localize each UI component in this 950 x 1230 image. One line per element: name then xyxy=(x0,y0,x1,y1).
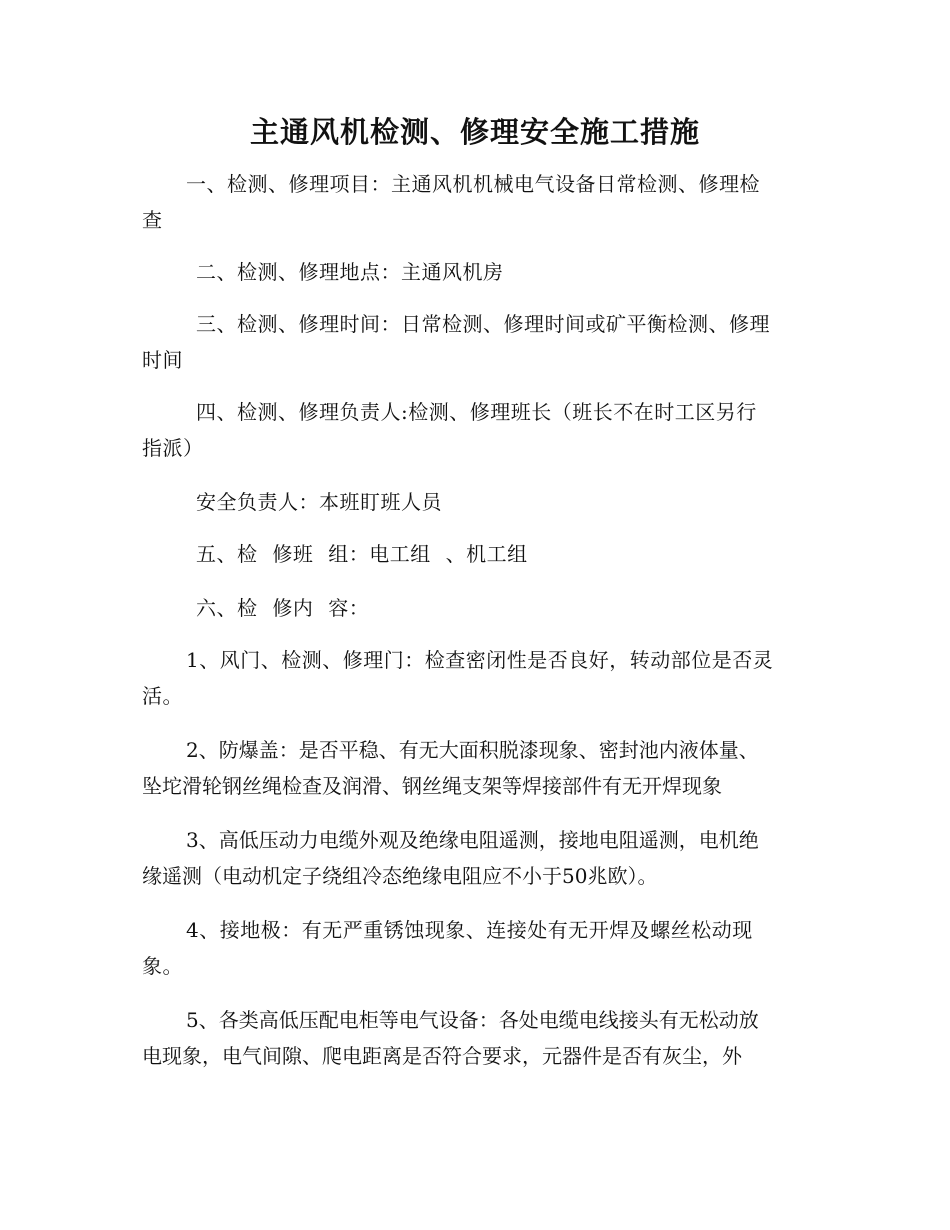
paragraph-repair-content xyxy=(142,590,812,626)
paragraph-line: 5、各类高低压配电柜等电气设备：各处电缆电线接头有无松动放 xyxy=(186,1008,759,1032)
paragraph-line: 活。 xyxy=(142,684,183,708)
paragraph-line: 3、高低压动力电缆外观及绝缘电阻遥测，接地电阻遥测，电机绝 xyxy=(186,828,759,852)
paragraph-line: 象。 xyxy=(142,954,183,978)
document-title: 主通风机检测、修理安全施工措施 xyxy=(249,115,700,149)
paragraph-inspection-items xyxy=(142,166,812,238)
paragraph-line: 三、检测、修理时间：日常检测、修理时间或矿平衡检测、修理 xyxy=(196,312,770,336)
paragraph-line: 四、检测、修理负责人:检测、修理班长（班长不在时工区另行 xyxy=(196,400,757,424)
paragraph-repair-team xyxy=(142,536,812,572)
paragraph-line: 二、检测、修理地点：主通风机房 xyxy=(196,260,504,284)
paragraph-responsible-person xyxy=(142,394,812,466)
paragraph-item-3 xyxy=(142,822,812,894)
paragraph-line: 1、风门、检测、修理门：检查密闭性是否良好，转动部位是否灵 xyxy=(186,648,774,672)
paragraph-line: 坠坨滑轮钢丝绳检查及润滑、钢丝绳支架等焊接部件有无开焊现象 xyxy=(142,774,722,798)
paragraph-line: 五、检 修班 组：电工组 、机工组 xyxy=(196,542,528,566)
paragraph-line: 电现象，电气间隙、爬电距离是否符合要求，元器件是否有灰尘，外 xyxy=(142,1044,742,1068)
paragraph-line: 2、防爆盖：是否平稳、有无大面积脱漆现象、密封池内液体量、 xyxy=(186,738,759,762)
paragraph-line: 安全负责人：本班盯班人员 xyxy=(196,490,442,514)
paragraph-line: 缘遥测（电动机定子绕组冷态绝缘电阻应不小于50兆欧）。 xyxy=(142,864,658,888)
paragraph-line: 指派） xyxy=(142,436,204,460)
paragraph-line: 查 xyxy=(142,208,163,232)
paragraph-line: 时间 xyxy=(142,348,183,372)
paragraph-safety-person xyxy=(142,484,812,520)
paragraph-line: 4、接地极：有无严重锈蚀现象、连接处有无开焊及螺丝松动现 xyxy=(186,918,753,942)
paragraph-inspection-location xyxy=(142,254,812,290)
paragraph-item-2 xyxy=(142,732,812,804)
paragraph-line: 一、检测、修理项目：主通风机机械电气设备日常检测、修理检 xyxy=(186,172,760,196)
paragraph-item-1 xyxy=(142,642,812,714)
paragraph-item-5 xyxy=(142,1002,812,1074)
paragraph-inspection-time xyxy=(142,306,812,378)
paragraph-line: 六、检 修内 容： xyxy=(196,596,370,620)
paragraph-item-4 xyxy=(142,912,812,984)
